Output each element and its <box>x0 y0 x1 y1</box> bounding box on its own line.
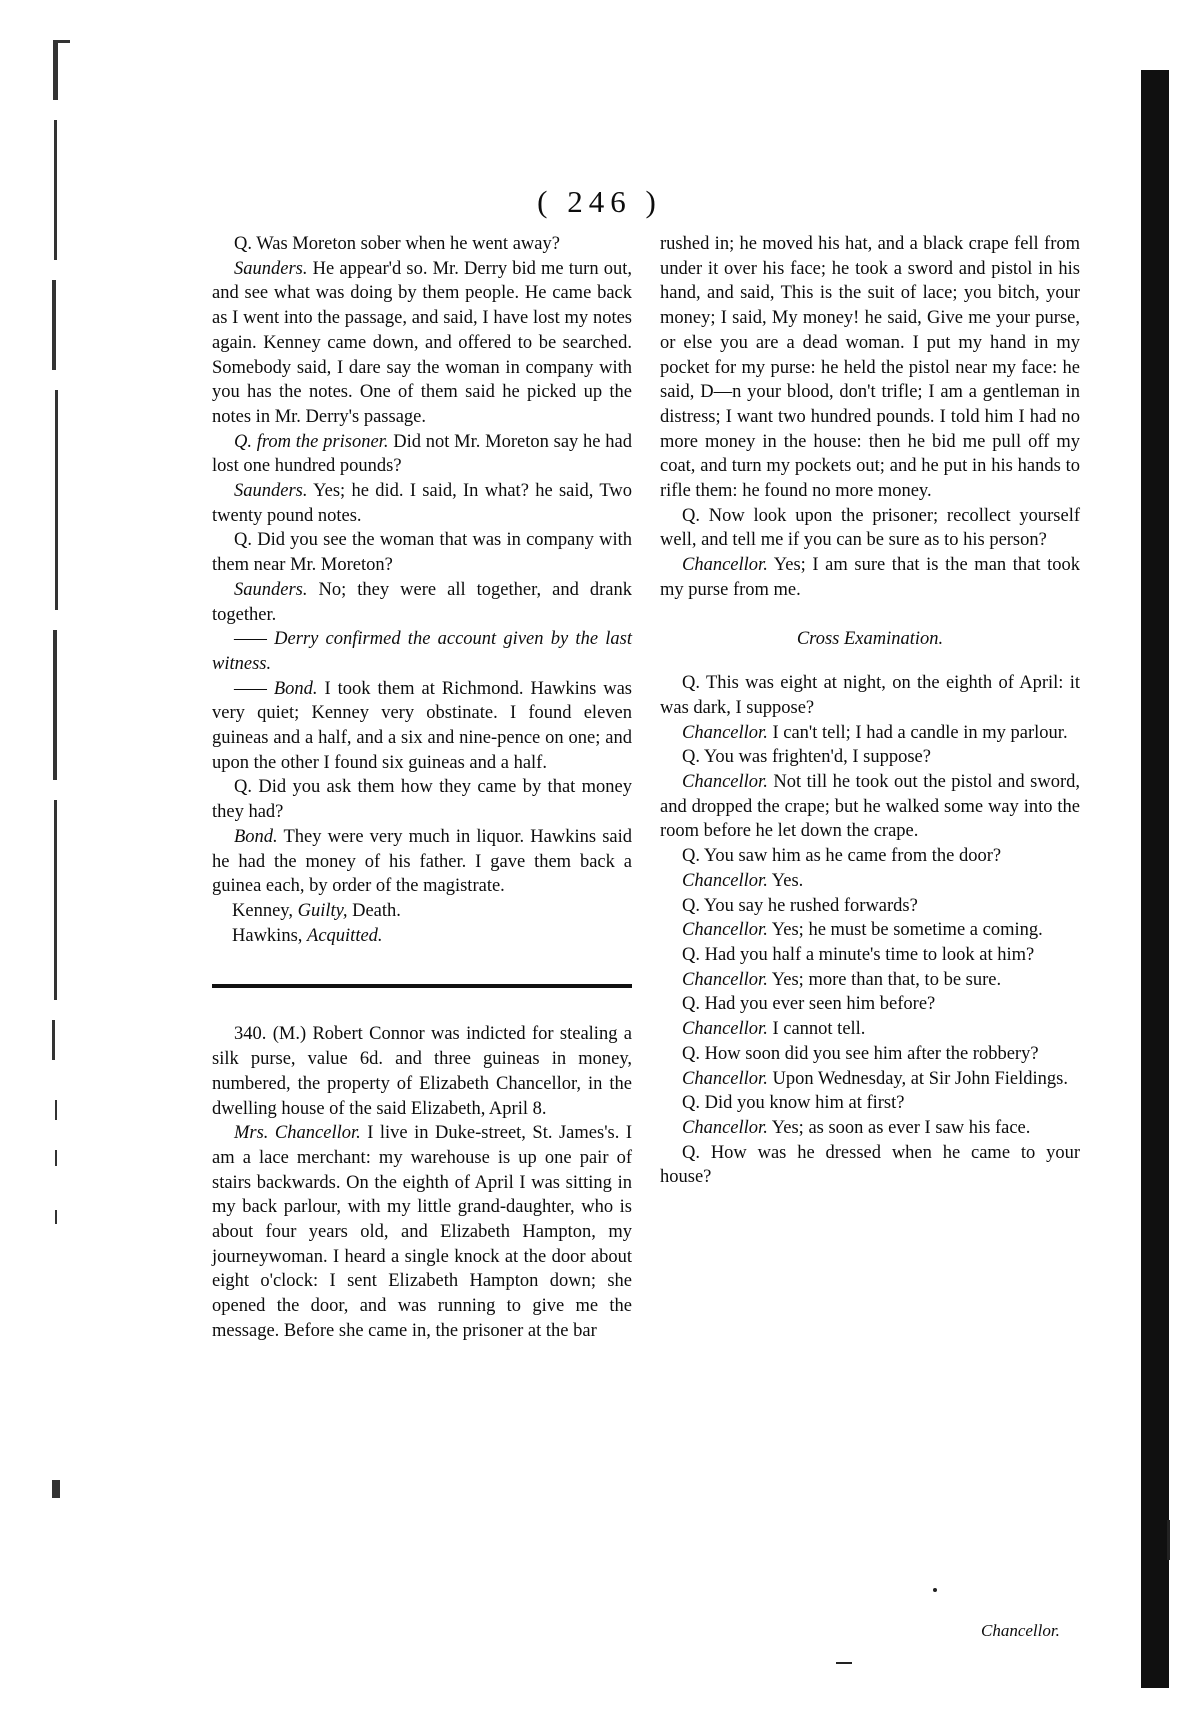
paragraph: Q. Had you ever seen him before? <box>682 994 936 1015</box>
paragraph: Q. You saw him as he came from the door? <box>682 846 1002 867</box>
paragraph: Chancellor. Not till he took out the pistol and sword, and dropped the crape; but he walked some way into the room before he let down the crape. <box>660 772 1080 842</box>
verdict-kenney: Kenney, Guilty, Death. <box>232 900 401 921</box>
paragraph: Q. Was Moreton sober when he went away? <box>234 234 560 254</box>
speaker-label: Chancellor. <box>682 1117 768 1138</box>
catchword: Chancellor. <box>981 1621 1060 1640</box>
ink-spot <box>836 1662 852 1664</box>
paragraph: Chancellor. Yes; I am sure that is the man that took my purse from me. <box>660 555 1080 600</box>
paragraph: Q. This was eight at night, on the eighth of April: it was dark, I suppose? <box>660 673 1080 718</box>
speaker-label: Chancellor. <box>682 772 768 793</box>
paragraph: Saunders. Yes; he did. I said, In what? he said, Two twenty pound notes. <box>212 481 632 526</box>
paragraph: Chancellor. Upon Wednesday, at Sir John Fieldings. <box>682 1068 1068 1089</box>
speaker-label: Mrs. Chancellor. <box>234 1123 361 1144</box>
paragraph: Chancellor. Yes. <box>682 870 804 891</box>
left-column <box>212 232 632 1344</box>
paragraph: Bond. They were very much in liquor. Hawkins said he had the money of his father. I gave them back a guinea each, by order of the magistrate. <box>212 826 632 897</box>
speaker-label: Chancellor. <box>682 1019 768 1040</box>
paragraph: Q. You was frighten'd, I suppose? <box>682 747 931 768</box>
paragraph: Q. Did you ask them how they came by that money they had? <box>212 777 632 823</box>
paragraph: Chancellor. Yes; as soon as ever I saw his face. <box>682 1117 1031 1138</box>
paragraph: Q. Did you see the woman that was in company with them near Mr. Moreton? <box>212 530 632 576</box>
paragraph: Chancellor. I can't tell; I had a candle in my parlour. <box>682 722 1068 743</box>
speaker-label: Bond. <box>234 826 278 847</box>
speaker-label: Chancellor. <box>682 555 768 576</box>
verdict-hawkins: Hawkins, Acquitted. <box>232 925 383 946</box>
section-heading: Cross Examination. <box>796 628 944 649</box>
paragraph: Chancellor. Yes; he must be sometime a coming. <box>682 920 1043 941</box>
paragraph: 340. (M.) Robert Connor was indicted for stealing a silk purse, value 6d. and three guineas in money, numbered, the property of Elizabeth Chancellor, in the dwelling house of the said Elizabeth, April 8. <box>212 1024 632 1119</box>
page-number: ( 246 ) <box>537 184 662 219</box>
paragraph: —— Bond. I took them at Richmond. Hawkins was very quiet; Kenney very obstinate. I found eleven guineas and a half, and a six and nine-pence on one; and upon the other I found six guineas and a half. <box>212 678 633 773</box>
speaker-label: Chancellor. <box>682 1068 768 1089</box>
right-column <box>660 232 1080 1190</box>
paragraph: Q. Did you know him at first? <box>682 1093 905 1114</box>
paragraph: Q. How soon did you see him after the robbery? <box>682 1043 1039 1064</box>
speaker-label: Saunders. <box>234 481 308 502</box>
paragraph: rushed in; he moved his hat, and a black crape fell from under it over his face; he took a sword and pistol in his hand, and said, This is the suit of lace; you bitch, your money; I said, My money! he said, Give me your purse, or else you are a dead woman. I put my hand in my pocket for my purse: he held the pistol near my face: he said, D—n your blood, don't trifle; I am a gentleman in distress; I want two hundred pounds. I told him I had no more money in the house: then he bid me pull off my coat, and turn my pockets out; and he put in his hands to rifle them: he found no more money. <box>660 234 1080 502</box>
paragraph: Chancellor. Yes; more than that, to be sure. <box>682 969 1002 990</box>
paragraph: Q. How was he dressed when he came to your house? <box>660 1142 1080 1188</box>
paragraph: Mrs. Chancellor. I live in Duke-street, St. James's. I am a lace merchant: my warehouse is up one pair of stairs backwards. On the eighth of April I was sitting in my back parlour, with my little grand-daughter, who is about four years old, and Elizabeth Hampton, my journeywoman. I heard a single knock at the door about eight o'clock: I sent Elizabeth Hampton down; she opened the door, and was running to give me the message. Before she came in, the prisoner at the bar <box>212 1123 633 1341</box>
section-divider <box>212 984 632 988</box>
ink-spot <box>933 1588 937 1592</box>
page-edge-shadow <box>1141 70 1169 1688</box>
speaker-label: —— Bond. <box>234 678 318 699</box>
speaker-label: Chancellor. <box>682 870 768 891</box>
paragraph: Q. from the prisoner. Did not Mr. Moreton say he had lost one hundred pounds? <box>212 431 633 477</box>
paragraph: Saunders. No; they were all together, and drank together. <box>212 579 632 625</box>
paragraph: Q. You say he rushed forwards? <box>682 895 918 916</box>
paragraph: Saunders. He appear'd so. Mr. Derry bid me turn out, and see what was doing by them people. He came back as I went into the passage, and said, I have lost my notes again. Kenney came down, and offered to be searched. Somebody said, I dare say the woman in company with you has the notes. One of them said he picked up the notes in Mr. Derry's passage. <box>212 258 632 427</box>
speaker-label: Chancellor. <box>682 969 768 990</box>
speaker-label: Saunders. <box>234 579 308 600</box>
paragraph: Chancellor. I cannot tell. <box>682 1019 866 1040</box>
speaker-label: Chancellor. <box>682 920 768 941</box>
paragraph: —— Derry confirmed the account given by the last witness. <box>212 629 632 674</box>
speaker-label: Chancellor. <box>682 722 768 743</box>
speaker-label: Q. from the prisoner. <box>234 431 389 452</box>
paragraph: Q. Now look upon the prisoner; recollect yourself well, and tell me if you can be sure as to his person? <box>660 505 1080 551</box>
paragraph: Q. Had you half a minute's time to look at him? <box>682 944 1035 965</box>
binding-gutter <box>40 40 70 1540</box>
ink-spot <box>1167 1520 1170 1560</box>
speaker-label: Saunders. <box>234 258 308 279</box>
